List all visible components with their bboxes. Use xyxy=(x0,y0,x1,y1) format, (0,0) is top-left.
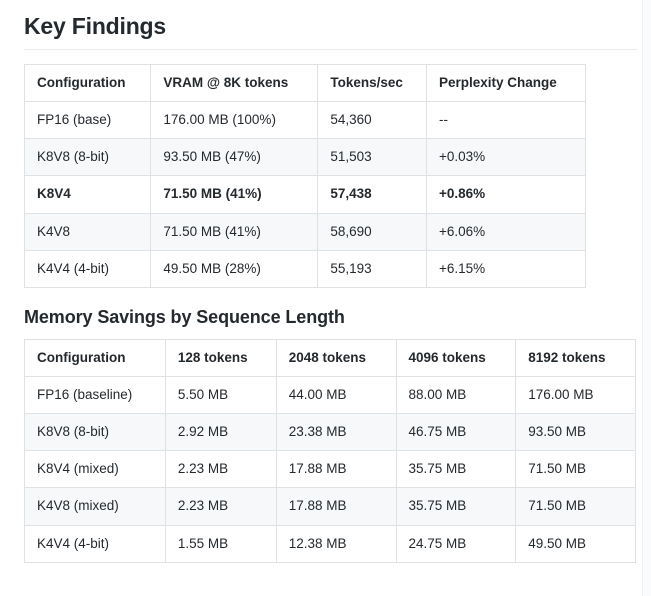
table-cell: 57,438 xyxy=(318,176,427,213)
column-header: Configuration xyxy=(25,339,166,376)
column-header: Tokens/sec xyxy=(318,64,427,101)
table-cell: 23.38 MB xyxy=(276,414,396,451)
column-header: VRAM @ 8K tokens xyxy=(151,64,318,101)
table-cell: 1.55 MB xyxy=(165,525,276,562)
table-cell: 93.50 MB (47%) xyxy=(151,139,318,176)
table-cell: 2.23 MB xyxy=(165,451,276,488)
table-cell: +0.86% xyxy=(426,176,585,213)
table-cell: 176.00 MB xyxy=(516,376,636,413)
table-cell: K8V8 (8-bit) xyxy=(25,414,166,451)
table-row xyxy=(25,139,586,176)
table-cell: 176.00 MB (100%) xyxy=(151,101,318,138)
page-right-edge xyxy=(642,0,651,596)
table-cell: 58,690 xyxy=(318,213,427,250)
table-cell: 2.23 MB xyxy=(165,488,276,525)
table-row xyxy=(25,213,586,250)
table-cell: 51,503 xyxy=(318,139,427,176)
column-header: Perplexity Change xyxy=(426,64,585,101)
memory-savings-table-body xyxy=(25,376,636,562)
table-cell: 24.75 MB xyxy=(396,525,516,562)
table-cell: K4V8 (mixed) xyxy=(25,488,166,525)
table-cell: 88.00 MB xyxy=(396,376,516,413)
table-cell: K8V8 (8-bit) xyxy=(25,139,151,176)
column-header: 128 tokens xyxy=(165,339,276,376)
table-cell: 49.50 MB xyxy=(516,525,636,562)
table-row xyxy=(25,414,636,451)
table-cell: 71.50 MB xyxy=(516,451,636,488)
table-cell: FP16 (baseline) xyxy=(25,376,166,413)
table-cell: 71.50 MB (41%) xyxy=(151,213,318,250)
key-findings-table-head xyxy=(25,64,586,101)
table-cell: -- xyxy=(426,101,585,138)
memory-savings-heading: Memory Savings by Sequence Length xyxy=(24,307,345,328)
table-cell: 71.50 MB xyxy=(516,488,636,525)
table-row xyxy=(25,250,586,287)
table-cell: +6.15% xyxy=(426,250,585,287)
table-cell: K4V8 xyxy=(25,213,151,250)
table-row xyxy=(25,451,636,488)
table-cell: 55,193 xyxy=(318,250,427,287)
table-cell: 93.50 MB xyxy=(516,414,636,451)
table-cell: 5.50 MB xyxy=(165,376,276,413)
table-cell: K8V4 xyxy=(25,176,151,213)
table-cell: 17.88 MB xyxy=(276,488,396,525)
column-header: 8192 tokens xyxy=(516,339,636,376)
table-cell: 35.75 MB xyxy=(396,451,516,488)
key-findings-heading: Key Findings xyxy=(24,13,167,39)
memory-savings-table-head xyxy=(25,339,636,376)
table-cell: +6.06% xyxy=(426,213,585,250)
table-cell: K4V4 (4-bit) xyxy=(25,250,151,287)
table-cell: 35.75 MB xyxy=(396,488,516,525)
table-cell: 17.88 MB xyxy=(276,451,396,488)
table-row-highlighted xyxy=(25,176,586,213)
table-header-row xyxy=(25,64,586,101)
memory-savings-table xyxy=(24,339,636,563)
table-cell: 12.38 MB xyxy=(276,525,396,562)
table-cell: 2.92 MB xyxy=(165,414,276,451)
table-cell: K8V4 (mixed) xyxy=(25,451,166,488)
column-header: 2048 tokens xyxy=(276,339,396,376)
key-findings-table xyxy=(24,64,586,288)
table-cell: FP16 (base) xyxy=(25,101,151,138)
key-findings-table-body xyxy=(25,101,586,287)
table-cell: 71.50 MB (41%) xyxy=(151,176,318,213)
key-findings-divider xyxy=(24,49,637,50)
table-row xyxy=(25,376,636,413)
table-header-row xyxy=(25,339,636,376)
table-cell: +0.03% xyxy=(426,139,585,176)
table-cell: 46.75 MB xyxy=(396,414,516,451)
table-cell: 49.50 MB (28%) xyxy=(151,250,318,287)
table-cell: 44.00 MB xyxy=(276,376,396,413)
column-header: 4096 tokens xyxy=(396,339,516,376)
column-header: Configuration xyxy=(25,64,151,101)
table-cell: K4V4 (4-bit) xyxy=(25,525,166,562)
table-row xyxy=(25,101,586,138)
table-row xyxy=(25,488,636,525)
table-cell: 54,360 xyxy=(318,101,427,138)
table-row xyxy=(25,525,636,562)
